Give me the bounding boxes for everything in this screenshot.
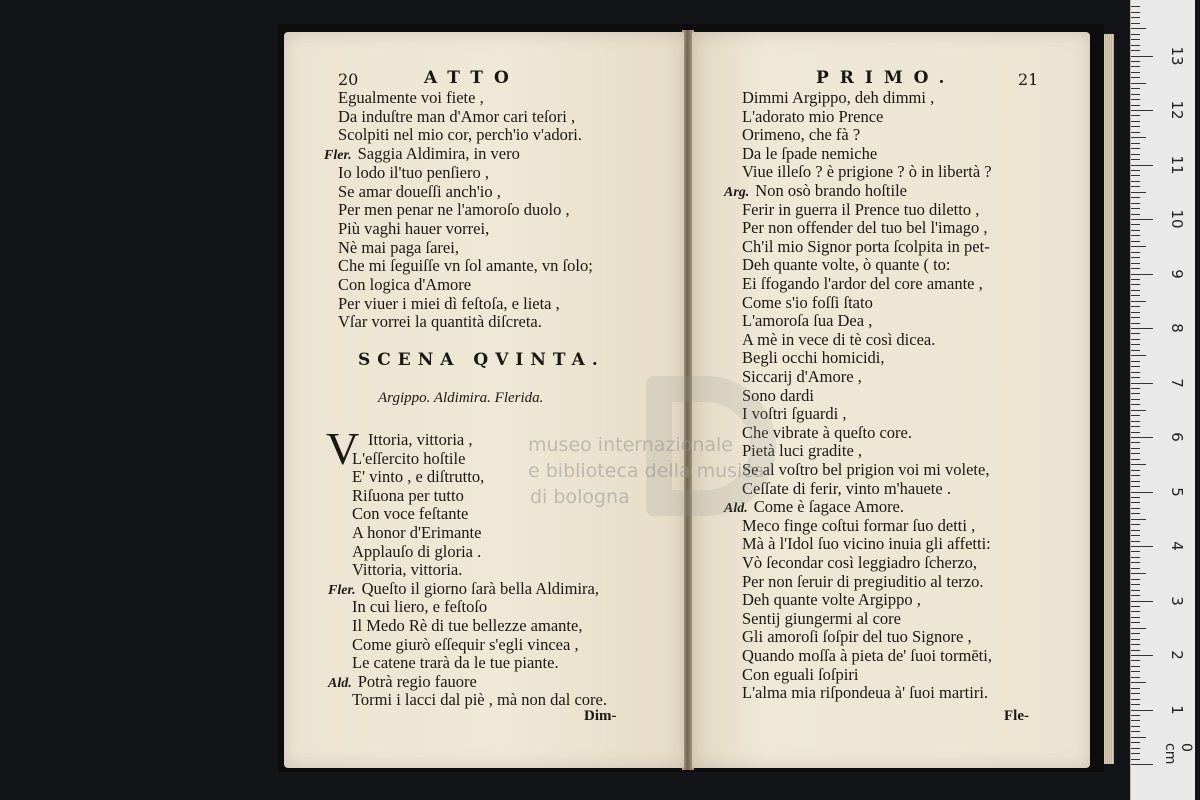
ruler-tick — [1131, 17, 1140, 18]
ruler-tick — [1131, 186, 1140, 187]
ruler-number: 3 — [1168, 595, 1186, 606]
ruler-tick — [1131, 230, 1140, 231]
ruler-tick — [1131, 404, 1140, 405]
ruler-tick — [1131, 279, 1140, 280]
ruler-number: 6 — [1168, 432, 1186, 442]
ruler-tick — [1131, 344, 1140, 345]
verse-line — [742, 218, 988, 237]
verse-line — [742, 534, 991, 553]
verse-line — [742, 479, 951, 498]
ruler-tick — [1131, 617, 1140, 618]
verse-text: Potrà regio fauore — [357, 671, 477, 691]
ruler-tick — [1131, 143, 1140, 144]
ruler-tick — [1131, 410, 1146, 411]
ruler-tick — [1131, 94, 1140, 95]
verse-text: Deh quante volte, ò quante ( to: — [742, 255, 951, 275]
ruler-tick — [1131, 290, 1140, 291]
verse-line — [338, 200, 570, 219]
verse-text: L'alma mia riſpondeua à' ſuoi martiri. — [742, 683, 989, 703]
ruler-tick — [1131, 590, 1140, 591]
verse-text: Come s'io foſſi ſtato — [742, 292, 873, 312]
ruler-tick — [1131, 710, 1153, 711]
scene-cast: Argippo. Aldimira. Flerida. — [378, 390, 544, 406]
verse-text: I voſtri ſguardi , — [742, 404, 847, 424]
ruler-tick — [1131, 66, 1140, 67]
ruler-tick — [1131, 568, 1140, 569]
verse-text: Sono dardi — [742, 385, 814, 405]
ruler-tick — [1131, 432, 1140, 433]
verse-text: Begli occhi homicidi, — [742, 348, 885, 368]
ruler-number: 4 — [1168, 541, 1186, 551]
verse-text: L'amoroſa ſua Dea , — [742, 311, 873, 331]
watermark-line-2: e biblioteca della musica — [528, 460, 765, 482]
ruler-tick — [1131, 284, 1140, 285]
verse-line — [742, 646, 992, 665]
verse-text: Ferir in guerra il Prence tuo diletto , — [742, 199, 980, 219]
ruler-tick — [1131, 317, 1140, 318]
ruler-tick — [1131, 426, 1140, 427]
verse-line — [352, 467, 484, 486]
ruler-tick — [1131, 295, 1140, 296]
ruler-number: 7 — [1168, 377, 1186, 388]
left-page — [284, 32, 684, 768]
ruler-tick — [1131, 584, 1140, 585]
verse-text: Le catene trarà da le tue piante. — [352, 653, 559, 673]
ruler-tick — [1131, 61, 1140, 62]
ruler-tick — [1131, 181, 1140, 182]
ruler-number: 5 — [1168, 486, 1186, 497]
verse-text: Vſar vorrei la quantità diſcreta. — [338, 312, 542, 332]
ruler-tick — [1131, 557, 1140, 558]
verse-line — [352, 560, 462, 579]
ruler-tick — [1131, 88, 1140, 89]
verse-text: L'adorato mio Prence — [742, 106, 884, 126]
ruler-tick — [1131, 546, 1153, 547]
verse-line — [742, 330, 935, 349]
ruler-tick — [1131, 219, 1153, 220]
ruler-tick — [1131, 399, 1140, 400]
ruler-tick — [1131, 415, 1140, 416]
verse-text: Ch'il mio Signor porta ſcolpita in pet- — [742, 236, 990, 256]
ruler-tick — [1131, 224, 1140, 225]
ruler-number: 10 — [1168, 209, 1186, 229]
ruler-tick — [1131, 28, 1146, 29]
verse-text: Se amar doueſſi anch'io , — [338, 181, 501, 201]
verse-text: Vittoria, vittoria. — [352, 560, 463, 580]
verse-line — [338, 256, 593, 275]
ruler-number: 8 — [1168, 323, 1186, 333]
verse-line — [742, 460, 989, 479]
ruler-tick — [1131, 573, 1146, 574]
ruler-tick — [1131, 753, 1140, 754]
ruler-tick — [1131, 475, 1140, 476]
ruler-tick — [1131, 83, 1146, 84]
ruler-tick — [1131, 350, 1140, 351]
ruler-tick — [1131, 23, 1140, 24]
verse-text: A honor d'Erimante — [352, 523, 482, 542]
verse-line — [352, 635, 579, 654]
verse-text: Tormi i lacci dal piè , mà non dal core. — [352, 690, 607, 710]
verse-text: Sentij giungermi al core — [742, 608, 901, 628]
verse-text: Come giurò eſſequir s'egli vincea , — [352, 634, 579, 654]
verse-text: Scolpiti nel mio cor, perch'io v'adori. — [338, 125, 583, 145]
ruler-tick — [1131, 726, 1140, 727]
ruler-tick — [1131, 77, 1140, 78]
verse-text: L'eſſercito hoſtile — [352, 448, 466, 468]
ruler-number: 12 — [1168, 100, 1186, 120]
ruler-tick — [1131, 622, 1140, 623]
ruler-tick — [1131, 377, 1140, 378]
ruler-tick — [1131, 268, 1140, 269]
verse-text: Vò ſecondar così leggiadro ſcherzo, — [742, 553, 978, 572]
ruler-tick — [1131, 175, 1140, 176]
ruler-tick — [1131, 639, 1140, 640]
verse-line — [742, 255, 950, 274]
verse-text: Meco finge coſtui formar ſuo detti , — [742, 515, 976, 535]
ruler-tick — [1131, 704, 1140, 705]
verse-text: Queſto il giorno ſarà bella Aldimira, — [361, 578, 599, 598]
verse-text: Mà à l'Idol ſuo vicino inuia gli affetti: — [742, 534, 991, 554]
verse-text: Per viuer i miei dì feſtoſa, e lieta , — [338, 293, 560, 313]
ruler-tick — [1131, 372, 1140, 373]
ruler-tick — [1131, 421, 1140, 422]
ruler-tick — [1131, 562, 1140, 563]
ruler-tick — [1131, 12, 1140, 13]
verse-text: Il Medo Rè di tue bellezze amante, — [352, 616, 583, 635]
ruler-tick — [1131, 99, 1140, 100]
verse-text: Saggia Aldimira, in vero — [357, 144, 520, 164]
ruler-tick — [1131, 208, 1140, 209]
ruler-tick — [1131, 34, 1140, 35]
ruler-tick — [1131, 214, 1140, 215]
ruler-tick — [1131, 197, 1140, 198]
verse-text: Ittoria, vittoria , — [368, 430, 473, 449]
ruler-number: 2 — [1168, 650, 1186, 660]
ruler-tick — [1131, 655, 1153, 656]
verse-line — [338, 312, 542, 331]
ruler-tick — [1131, 170, 1140, 171]
verse-line — [742, 553, 977, 572]
verse-line — [338, 275, 471, 294]
ruler-tick — [1131, 437, 1153, 438]
ruler-tick — [1131, 633, 1140, 634]
verse-text: Dimmi Argippo, deh dimmi , — [742, 88, 935, 107]
ruler-tick — [1131, 486, 1140, 487]
verse-text: Applauſo di gloria . — [352, 541, 482, 561]
verse-text: Da le ſpade nemiche — [742, 143, 878, 163]
ruler-tick — [1131, 110, 1153, 111]
ruler-tick — [1131, 693, 1140, 694]
ruler-tick — [1131, 524, 1140, 525]
catchword-left: Dim- — [584, 708, 617, 724]
ruler-tick — [1131, 551, 1140, 552]
verse-text: Se al voſtro bel prigion voi mi volete, — [742, 460, 990, 479]
ruler-tick — [1131, 677, 1140, 678]
verse-line — [338, 107, 575, 126]
verse-text: Siccarij d'Amore , — [742, 367, 862, 386]
ruler-tick — [1131, 579, 1140, 580]
verse-text: Quando moſſa à pieta de' ſuoi tormēti, — [742, 646, 992, 665]
ruler-tick — [1131, 442, 1140, 443]
verse-line — [742, 590, 921, 609]
verse-line — [338, 219, 489, 238]
ruler-tick — [1131, 720, 1140, 721]
page-number-left: 20 — [338, 70, 359, 89]
ruler-tick — [1131, 148, 1140, 149]
ruler-tick — [1131, 628, 1146, 629]
ruler-tick — [1131, 6, 1140, 7]
verse-text: Da induſtre man d'Amor cari teſori , — [338, 106, 576, 126]
ruler-tick — [1131, 519, 1146, 520]
ruler-tick — [1131, 671, 1140, 672]
ruler-tick — [1131, 355, 1146, 356]
verse-line — [742, 665, 858, 684]
speaker-label: Ald. — [328, 675, 352, 691]
ruler-tick — [1131, 241, 1140, 242]
ruler-tick — [1131, 115, 1140, 116]
verse-line — [352, 449, 465, 468]
ruler-tick — [1131, 688, 1140, 689]
verse-line — [352, 690, 607, 709]
ruler-tick — [1131, 502, 1140, 503]
ruler-tick — [1131, 699, 1140, 700]
verse-text: Con logica d'Amore — [338, 275, 472, 294]
ruler-tick — [1131, 339, 1140, 340]
ruler-tick — [1131, 481, 1140, 482]
verse-line — [742, 162, 992, 181]
verse-text: Gli amoroſi ſoſpir del tuo Signore , — [742, 627, 972, 647]
ruler-tick — [1131, 764, 1153, 765]
ruler-tick — [1131, 453, 1140, 454]
scene-title: SCENA QVINTA. — [358, 350, 605, 370]
ruler-number: 13 — [1168, 45, 1186, 66]
catchword-right: Fle- — [1004, 708, 1029, 724]
running-head-right: PRIMO. — [816, 68, 956, 88]
verse-line — [338, 238, 459, 257]
ruler-tick — [1131, 333, 1140, 334]
verse-text: Come è ſagace Amore. — [753, 497, 905, 517]
ruler-tick — [1131, 263, 1140, 264]
open-book — [278, 24, 1104, 772]
ruler-tick — [1131, 274, 1153, 275]
verse-line — [352, 597, 487, 616]
watermark-line-1: museo internazionale — [528, 434, 733, 456]
verse-line — [338, 88, 484, 107]
ruler-tick — [1131, 737, 1146, 738]
ruler-tick — [1131, 748, 1140, 749]
ruler-tick — [1131, 464, 1146, 465]
verse-line — [352, 523, 481, 542]
verse-text: Che vibrate à queſto core. — [742, 422, 912, 442]
verse-line — [742, 144, 877, 163]
ruler-tick — [1131, 257, 1140, 258]
ruler-tick — [1131, 312, 1140, 313]
ruler-tick — [1131, 154, 1140, 155]
verse-line — [742, 683, 988, 702]
ruler-tick — [1131, 666, 1140, 667]
ruler-tick — [1131, 393, 1140, 394]
verse-text: Io lodo il'tuo penſiero , — [338, 162, 489, 182]
verse-line — [742, 237, 990, 256]
drop-cap: V — [326, 423, 360, 474]
page-number-right: 21 — [1018, 70, 1039, 89]
verse-line — [742, 516, 975, 535]
ruler-tick — [1131, 56, 1153, 57]
verse-line — [742, 311, 872, 330]
ruler-tick — [1131, 492, 1153, 493]
page-edges — [1104, 34, 1114, 764]
ruler-tick — [1131, 535, 1140, 536]
verse-text: Ei ſfogando l'ardor del core amante , — [742, 274, 983, 293]
verse-line — [352, 504, 468, 523]
ruler-tick — [1131, 541, 1140, 542]
verse-text: Con eguali ſoſpiri — [742, 664, 859, 684]
ruler-tick — [1131, 39, 1140, 40]
ruler-tick — [1131, 126, 1140, 127]
ruler-tick — [1131, 235, 1140, 236]
ruler-number: 1 — [1168, 704, 1186, 715]
ruler-tick — [1131, 301, 1146, 302]
verse-text: In cui liero, e feſtoſo — [352, 597, 488, 617]
measuring-ruler — [1130, 0, 1195, 800]
verse-text: Ceſſate di ferir, vinto m'hauete . — [742, 478, 951, 498]
verse-line — [742, 293, 873, 312]
verse-text: Più vaghi hauer vorrei, — [338, 218, 490, 238]
ruler-tick — [1131, 383, 1153, 384]
ruler-unit-label: 0 cm — [1162, 743, 1194, 765]
verse-line — [742, 572, 983, 591]
running-head-left: ATTO — [424, 68, 520, 88]
verse-line — [352, 486, 464, 505]
verse-text: Deh quante volte Argippo , — [742, 590, 921, 610]
verse-text: Che mi ſeguiſſe vn ſol amante, vn ſolo; — [338, 256, 593, 276]
verse-line — [742, 367, 862, 386]
ruler-tick — [1131, 497, 1140, 498]
verse-line — [742, 274, 983, 293]
verse-line — [338, 125, 582, 144]
ruler-tick — [1131, 105, 1140, 106]
ruler-tick — [1131, 252, 1140, 253]
verse-line — [742, 609, 901, 628]
speaker-label: Arg. — [724, 185, 750, 200]
ruler-tick — [1131, 448, 1140, 449]
ruler-tick — [1131, 72, 1140, 73]
ruler-tick — [1131, 682, 1146, 683]
ruler-tick — [1131, 165, 1153, 166]
speaker-label: Fler. — [328, 582, 356, 598]
ruler-tick — [1131, 601, 1153, 602]
ruler-tick — [1131, 246, 1146, 247]
ruler-tick — [1131, 132, 1140, 133]
ruler-tick — [1131, 606, 1140, 607]
verse-text: Non osò brando hoſtile — [755, 181, 907, 200]
verse-text: Egualmente voi fiete , — [338, 88, 484, 107]
ruler-tick — [1131, 644, 1140, 645]
speaker-label: Ald. — [724, 501, 748, 517]
verse-text: Nè mai paga ſarei, — [338, 237, 459, 257]
ruler-tick — [1131, 137, 1146, 138]
verse-line — [742, 348, 885, 367]
verse-text: Per men penar ne l'amoroſo duolo , — [338, 200, 570, 220]
ruler-tick — [1131, 611, 1140, 612]
ruler-tick — [1131, 759, 1140, 760]
ruler-tick — [1131, 121, 1140, 122]
verse-text: Per non ſeruir di pregiuditio al terzo. — [742, 571, 984, 591]
ruler-tick — [1131, 530, 1140, 531]
ruler-number: 9 — [1168, 268, 1186, 279]
ruler-tick — [1131, 459, 1140, 460]
ruler-tick — [1131, 306, 1140, 307]
verse-line — [368, 430, 472, 449]
verse-line — [338, 182, 501, 201]
verse-line — [352, 542, 481, 561]
ruler-tick — [1131, 366, 1140, 367]
verse-line — [352, 616, 582, 635]
ruler-number: 11 — [1168, 154, 1186, 175]
ruler-tick — [1131, 50, 1140, 51]
ruler-tick — [1131, 159, 1140, 160]
verse-line — [742, 200, 979, 219]
ruler-tick — [1131, 361, 1140, 362]
verse-text: Per non offender del tuo bel l'imago , — [742, 218, 988, 238]
ruler-tick — [1131, 650, 1140, 651]
verse-text: E' vinto , e diſtrutto, — [352, 467, 485, 487]
verse-line — [742, 88, 934, 107]
ruler-tick — [1131, 45, 1140, 46]
verse-text: Orimeno, che fà ? — [742, 125, 861, 145]
verse-text: A mè in vece di tè così dicea. — [742, 329, 936, 349]
verse-line — [352, 653, 559, 672]
verse-text: Riſuona per tutto — [352, 485, 464, 505]
verse-text: Con voce feſtante — [352, 504, 469, 524]
verse-line — [742, 627, 972, 646]
verse-line — [742, 107, 883, 126]
ruler-tick — [1131, 328, 1153, 329]
ruler-tick — [1131, 470, 1140, 471]
ruler-tick — [1131, 513, 1140, 514]
speaker-label: Fler. — [324, 148, 352, 164]
verse-line — [338, 163, 489, 182]
ruler-tick — [1131, 388, 1140, 389]
ruler-tick — [1131, 508, 1140, 509]
watermark-text — [528, 432, 764, 510]
verse-text: Viue illeſo ? è prigione ? ò in libertà ? — [742, 162, 992, 182]
ruler-tick — [1131, 660, 1140, 661]
ruler-tick — [1131, 742, 1140, 743]
watermark-line-3: di bologna — [530, 486, 630, 508]
ruler-tick — [1131, 715, 1140, 716]
verse-text: Pietà luci gradite , — [742, 441, 863, 461]
ruler-tick — [1131, 192, 1146, 193]
verse-line — [742, 125, 860, 144]
verse-line — [338, 294, 560, 313]
ruler-tick — [1131, 595, 1140, 596]
ruler-tick — [1131, 203, 1140, 204]
ruler-tick — [1131, 323, 1140, 324]
ruler-tick — [1131, 731, 1140, 732]
